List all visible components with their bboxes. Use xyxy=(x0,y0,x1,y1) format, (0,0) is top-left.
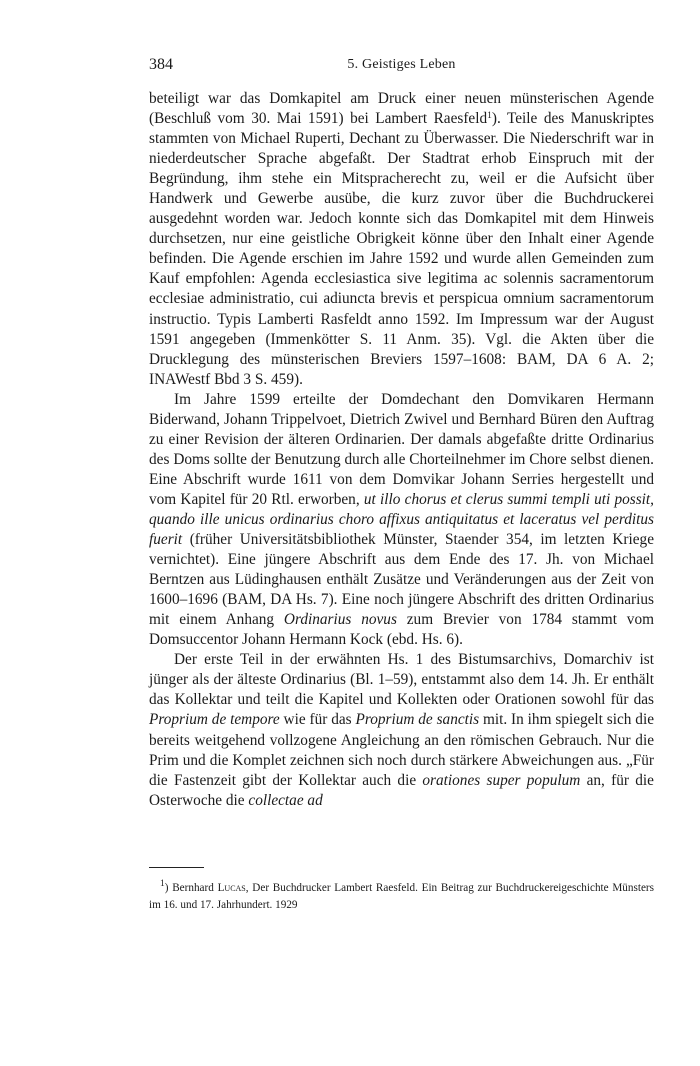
paragraph-2 xyxy=(149,390,654,651)
footnotes xyxy=(149,880,654,914)
footnote-reference[interactable]: 1 xyxy=(487,111,492,122)
footnote-marker: 1 xyxy=(160,879,165,889)
latin-quotation: ut illo chorus et clerus summi templi uti possit, quando ille unicus ordinarius choro affixus antiquitatus et laceratus vel perditus fuerit xyxy=(149,490,654,549)
italic-term-ordinarius-novus: Ordinarius novus xyxy=(283,611,397,629)
body-text xyxy=(149,89,654,811)
paragraph-3-text-b: wie für das xyxy=(279,711,356,729)
italic-term-proprium-de-tempore: Proprium de tempore xyxy=(149,711,280,729)
paragraph-2-text-c: zum Brevier von 1784 stammt vom Domsuccentor Johann Hermann Kock (ebd. Hs. 6). xyxy=(149,611,654,649)
footnote-1-text-b: , Der Buchdrucker Lambert Raesfeld. Ein Beitrag zur Buchdruckereigeschichte Münsters im 16. und 17. Jahrhundert. 1929 xyxy=(149,882,654,911)
running-title: 5. Geistiges Leben xyxy=(347,57,456,72)
footnote-1 xyxy=(149,880,654,914)
page-header xyxy=(149,56,654,80)
italic-term-collectae: collectae ad xyxy=(248,791,323,809)
italic-term-proprium-de-sanctis: Proprium de sanctis xyxy=(355,711,480,729)
paragraph-1 xyxy=(149,89,654,390)
footnote-1-author: Lucas xyxy=(217,882,246,894)
paragraph-3-text-a: Der erste Teil in der erwähnten Hs. 1 des Bistumsarchivs, Domarchiv ist jünger als der älteste Ordinarius (Bl. 1–59), entstammt also dem 14. Jh. Er enthält das Kollektar und teilt die Kapitel und Kollekten oder Orationen sowohl für das xyxy=(149,651,654,709)
paragraph-2-text-b: (früher Universitätsbibliothek Münster, Staender 354, im letzten Kriege vernichtet). Eine jüngere Abschrift aus dem Ende des 17. Jh. von Michael Berntzen aus Lüdinghausen enthält Zusätze und Veränderungen aus der Zeit von 1600–1696 (BAM, DA Hs. 7). Eine noch jüngere Abschrift des dritten Ordinarius mit einem Anhang xyxy=(149,531,654,629)
paragraph-3-text-d: an, für die Osterwoche die xyxy=(149,771,654,809)
footnote-divider xyxy=(149,867,204,868)
paragraph-1-text-a: beteiligt war das Domkapitel am Druck einer neuen münsterischen Agende (Beschluß vom 30. Mai 1591) bei Lambert Raesfeld xyxy=(149,90,654,128)
paragraph-2-text-a: Im Jahre 1599 erteilte der Domdechant den Domvikaren Hermann Biderwand, Johann Trippelvoet, Dietrich Zwivel und Bernhard Büren den Auftrag zu einer Revision der älteren Ordinarien. Der damals abgefaßte dritte Ordinarius des Doms sollte der Benutzung durch alle Chorteilnehmer im Chore selbst dienen. Eine Abschrift wurde 1611 von dem Domvikar Johann Serries hergestellt und vom Kapitel für 20 Rtl. erworben, xyxy=(149,390,654,508)
italic-term-orationes: orationes super populum xyxy=(422,771,581,789)
page-number: 384 xyxy=(149,56,173,73)
paragraph-1-text-b: ). Teile des Manuskriptes stammten von Michael Ruperti, Dechant zu Überwasser. Die Niederschrift war in niederdeutscher Sprache abgefaßt. Der Stadtrat erhob Einspruch mit der Begründung, ihm stehe ein Mitspracherecht zu, weil er die Aufsicht über Handwerk und Gewerbe ausübe, die kurz zuvor über die Buchdruckerei ausgedehnt worden war. Jedoch konnte sich das Domkapitel mit dem Hinweis durchsetzen, nur eine geistliche Obrigkeit könne über den Inhalt einer Agende befinden. Die Agende erschien im Jahre 1592 und wurde allen Gemeinden zum Kauf empfohlen: Agenda ecclesiastica sive legitima ac solennis sacramentorum ecclesiae administratio, cui adiuncta brevis et perspicua omnium sacramentorum instructio. Typis Lamberti Rasfeldt anno 1592. Im Impressum war der August 1591 angegeben (Immenkötter S. 11 Anm. 35). Vgl. die Akten über die Drucklegung des münsterischen Breviers 1597–1608: BAM, DA 6 A. 2; INAWestf Bbd 3 S. 459). xyxy=(149,110,654,388)
paragraph-3-text-c: mit. In ihm spiegelt sich die bereits weitgehend vollzogene Angleichung an den römischen Gebrauch. Nur die Prim und die Komplet zeichnen sich noch durch stärkere Abweichungen aus. „Für die Fastenzeit gibt der Kollektar auch die xyxy=(149,711,654,789)
paragraph-3 xyxy=(149,650,654,810)
footnote-1-text-a: ) Bernhard xyxy=(164,882,218,894)
